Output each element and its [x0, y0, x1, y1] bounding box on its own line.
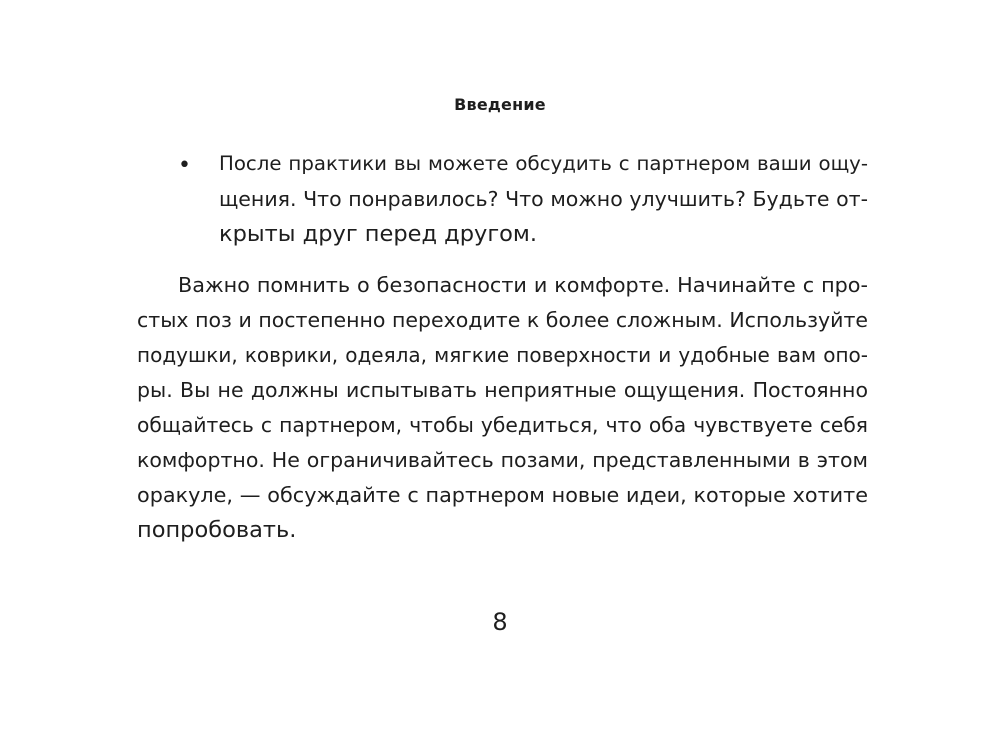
bullet-text-line: После практики вы можете обсудить с партнером ваши ощу- [219, 152, 868, 175]
paragraph-line: подушки, коврики, одеяла, мягкие поверхности и удобные вам опо- [137, 343, 868, 367]
paragraph-line: попробовать. [137, 517, 297, 543]
paragraph-line: оракуле, — обсуждайте с партнером новые идеи, которые хотите [137, 483, 868, 507]
page-number: 8 [492, 608, 508, 636]
bullet-text-line: щения. Что понравилось? Что можно улучшить? Будьте от- [219, 187, 868, 211]
paragraph-line: стых поз и постепенно переходите к более сложным. Используйте [137, 308, 868, 332]
paragraph-line: ры. Вы не должны испытывать неприятные ощущения. Постоянно [137, 378, 868, 402]
bullet-text-line: крыты друг перед другом. [219, 221, 538, 247]
paragraph-line: Важно помнить о безопасности и комфорте. Начинайте с про- [178, 273, 868, 297]
paragraph-line: комфортно. Не ограничивайтесь позами, представленными в этом [137, 448, 868, 472]
paragraph-line: общайтесь с партнером, чтобы убедиться, что оба чувствуете себя [137, 413, 868, 437]
bullet-marker: • [178, 153, 191, 178]
running-head-title: Введение [454, 95, 546, 114]
